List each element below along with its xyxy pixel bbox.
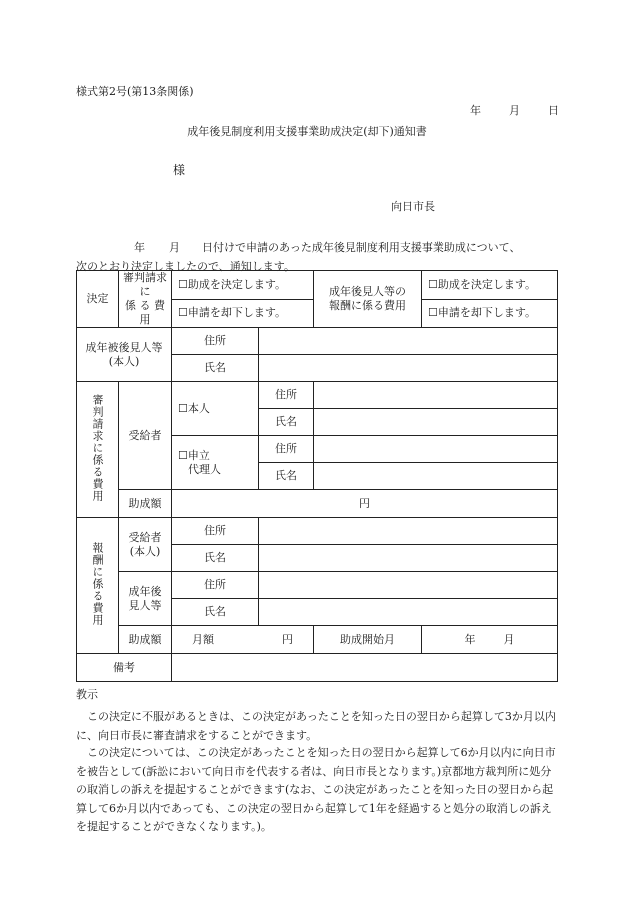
ward-label: 成年被後見人等 (本人) xyxy=(77,328,172,382)
addressee-suffix: 様 xyxy=(173,163,186,177)
reward-recipient-name-label: 氏名 xyxy=(172,545,259,572)
reward-monthly-amount[interactable]: 月額 円 xyxy=(172,626,314,654)
date-day-label: 日 xyxy=(548,104,559,117)
trial-petitioner-name-field[interactable] xyxy=(314,463,558,490)
trial-self-checkbox[interactable]: ☐本人 xyxy=(172,382,259,436)
form-number: 様式第2号(第13条関係) xyxy=(76,85,194,98)
reward-grant-checkbox[interactable]: ☐助成を決定します。 xyxy=(422,271,558,300)
reward-guardian-address-label: 住所 xyxy=(172,572,259,599)
trial-grant-checkbox[interactable]: ☐助成を決定します。 xyxy=(172,271,314,300)
trial-reject-checkbox[interactable]: ☐申請を却下します。 xyxy=(172,299,314,328)
reward-subsidy-label: 助成額 xyxy=(119,626,172,654)
date-year-label: 年 xyxy=(470,104,481,117)
reward-start-month-label: 助成開始月 xyxy=(314,626,422,654)
instruction-paragraph-1: この決定に不服があるときは、この決定があったことを知った日の翌日から起算して3か月以内に、向日市長に審査請求をすることができます。 xyxy=(76,710,556,742)
trial-subsidy-amount[interactable]: 円 xyxy=(172,490,558,518)
reward-guardian-name-field[interactable] xyxy=(259,599,558,626)
decision-table xyxy=(76,270,558,682)
reward-start-month-field[interactable]: 年 月 xyxy=(422,626,558,654)
trial-self-address-field[interactable] xyxy=(314,382,558,409)
reward-guardian-name-label: 氏名 xyxy=(172,599,259,626)
trial-recipient-label: 受給者 xyxy=(119,382,172,490)
trial-petitioner-address-label: 住所 xyxy=(259,436,314,463)
instruction-heading: 教示 xyxy=(76,688,98,701)
document-title: 成年後見制度利用支援事業助成決定(却下)通知書 xyxy=(187,125,427,138)
trial-section-label: 審判請求に係る費用 xyxy=(77,382,119,518)
remarks-label: 備考 xyxy=(77,654,172,682)
issue-date xyxy=(470,105,559,116)
reward-reject-checkbox[interactable]: ☐申請を却下します。 xyxy=(422,299,558,328)
reward-recipient-address-field[interactable] xyxy=(259,518,558,545)
ward-address-field[interactable] xyxy=(259,328,558,355)
reward-guardian-label: 成年後 見人等 xyxy=(119,572,172,626)
ward-name-label: 氏名 xyxy=(172,355,259,382)
intro-line-2: 次のとおり決定しましたので、通知します。 xyxy=(76,260,295,273)
reward-recipient-name-field[interactable] xyxy=(259,545,558,572)
reward-section-label: 報酬に係る費用 xyxy=(77,518,119,654)
reward-recipient-label: 受給者 (本人) xyxy=(119,518,172,572)
instruction-paragraph-2: この決定については、この決定があったことを知った日の翌日から起算して6か月以内に向日市を被告として(訴訟において向日市を代表する者は、向日市長となります。)京都地方裁判所に処分の取消しの訴えを提起することができます(なお、この決定があったことを知った日の翌日から起算して6か月以内であっても、この決定の翌日から起算して1年を経過すると処分の取消しの訴えを提起することができなくなります。)。 xyxy=(76,746,556,833)
reward-cost-label: 成年後見人等の 報酬に係る費用 xyxy=(314,271,422,328)
reward-guardian-address-field[interactable] xyxy=(259,572,558,599)
trial-subsidy-label: 助成額 xyxy=(119,490,172,518)
date-month-label: 月 xyxy=(509,104,520,117)
reward-recipient-address-label: 住所 xyxy=(172,518,259,545)
trial-petitioner-address-field[interactable] xyxy=(314,436,558,463)
intro-month: 月 xyxy=(169,241,180,254)
ward-address-label: 住所 xyxy=(172,328,259,355)
intro-line-1: 日付けで申請のあった成年後見制度利用支援事業助成について、 xyxy=(202,241,521,254)
trial-petitioner-checkbox[interactable]: ☐申立 代理人 xyxy=(172,436,259,490)
ward-name-field[interactable] xyxy=(259,355,558,382)
intro-year: 年 xyxy=(134,241,145,254)
trial-self-address-label: 住所 xyxy=(259,382,314,409)
remarks-field[interactable] xyxy=(172,654,558,682)
trial-petitioner-name-label: 氏名 xyxy=(259,463,314,490)
trial-self-name-label: 氏名 xyxy=(259,409,314,436)
sender-name: 向日市長 xyxy=(391,200,435,213)
decision-label: 決定 xyxy=(77,271,119,328)
trial-self-name-field[interactable] xyxy=(314,409,558,436)
trial-cost-label: 審判請求に 係 る 費 用 xyxy=(119,271,172,328)
